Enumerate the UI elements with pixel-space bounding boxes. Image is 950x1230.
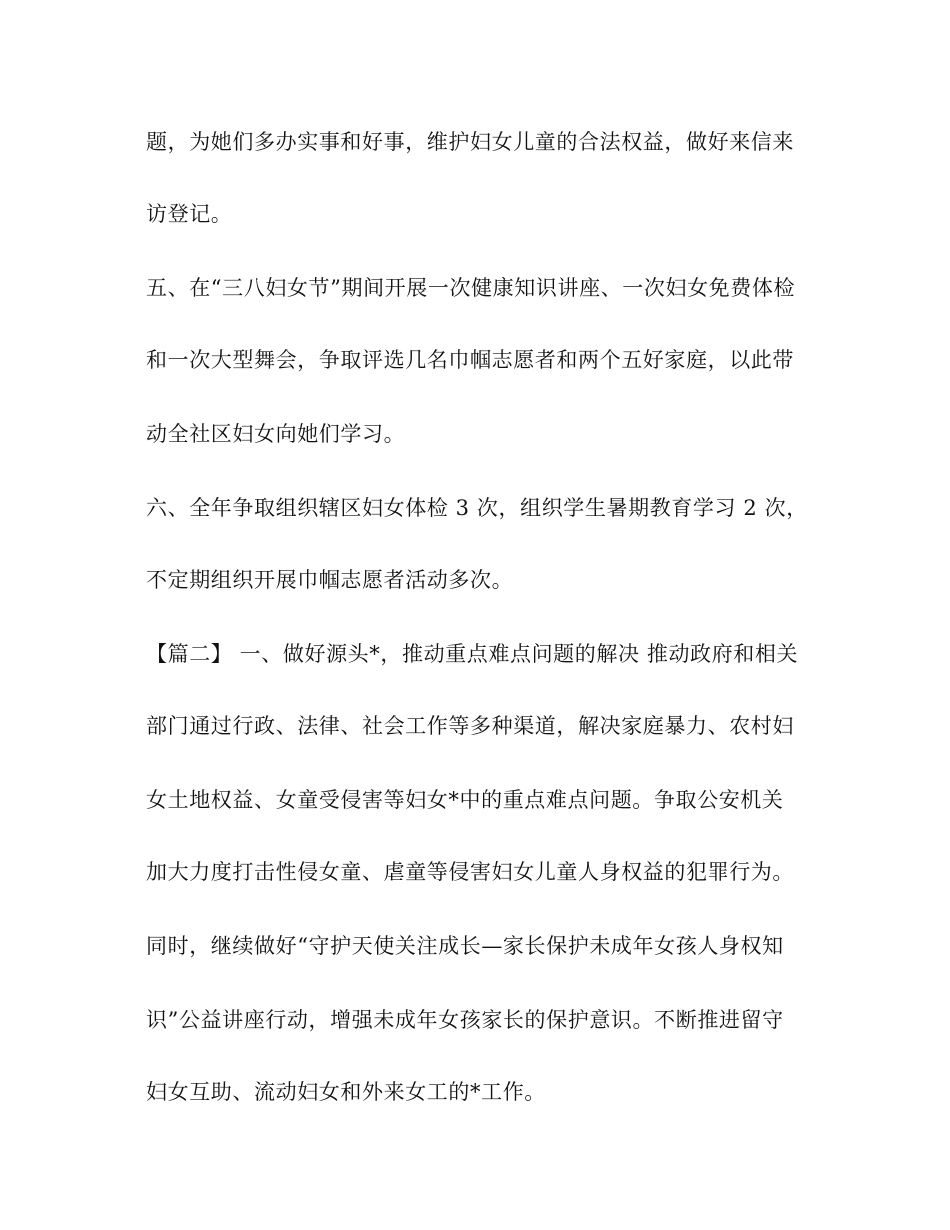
text-line-9: 部门通过行政、法律、社会工作等多种渠道，解决家庭暴力、农村妇: [146, 714, 794, 738]
text-line-5: 动全社区妇女向她们学习。: [146, 422, 406, 446]
text-line-3: 五、在“三八妇女节”期间开展一次健康知识讲座、一次妇女免费体检: [146, 276, 796, 300]
text-line-2: 访登记。: [146, 202, 233, 226]
text-line-7: 不定期组织开展巾帼志愿者活动多次。: [146, 568, 514, 592]
text-line-12: 同时，继续做好“守护天使关注成长—家长保护未成年女孩人身权知: [146, 934, 784, 958]
text-line-1: 题，为她们多办实事和好事，维护妇女儿童的合法权益，做好来信来: [146, 130, 794, 154]
text-line-6: 六、全年争取组织辖区妇女体检 3 次，组织学生暑期教育学习 2 次，: [146, 496, 808, 520]
text-line-10: 女土地权益、女童受侵害等妇女*中的重点难点问题。争取公安机关: [146, 788, 784, 812]
text-line-13: 识”公益讲座行动，增强未成年女孩家长的保护意识。不断推进留守: [146, 1008, 784, 1032]
text-line-4: 和一次大型舞会，争取评选几名巾帼志愿者和两个五好家庭，以此带: [146, 348, 794, 372]
text-line-8: 【篇二】 一、做好源头*，推动重点难点问题的解决 推动政府和相关: [146, 642, 799, 666]
text-line-11: 加大力度打击性侵女童、虐童等侵害妇女儿童人身权益的犯罪行为。: [146, 860, 794, 884]
text-line-14: 妇女互助、流动妇女和外来女工的*工作。: [146, 1080, 546, 1104]
